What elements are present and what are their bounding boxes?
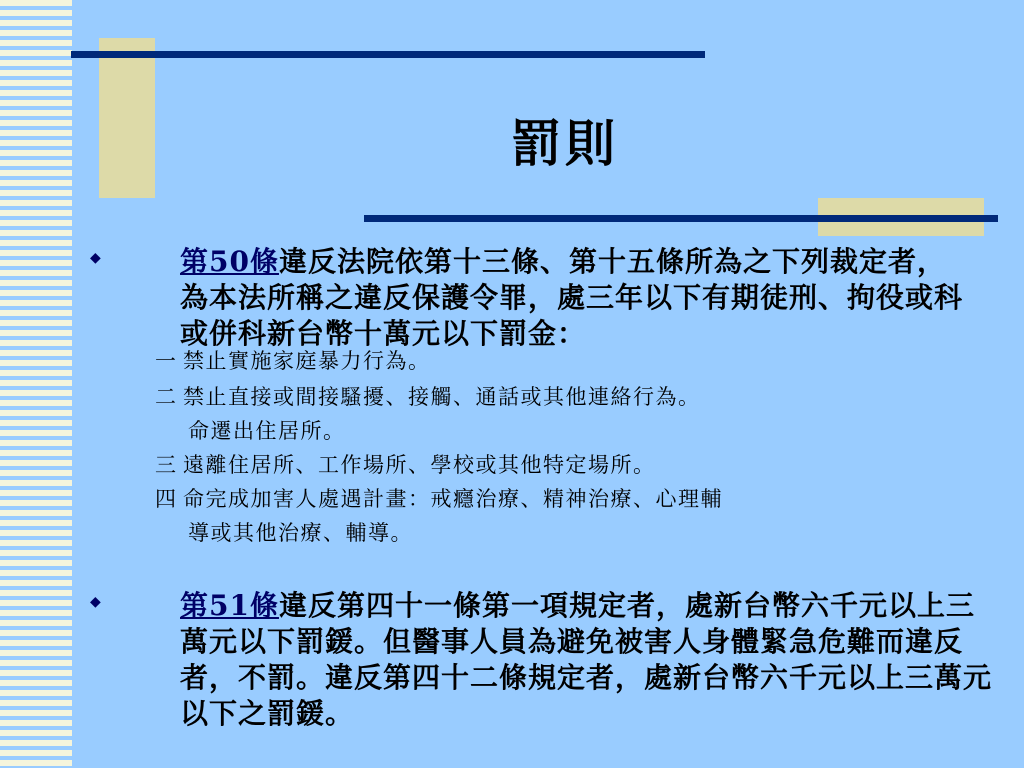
decorative-stripes [0, 0, 72, 768]
decorative-bar [364, 215, 998, 222]
list-item: 三 遠離住居所、工作場所、學校或其他特定場所。 [155, 453, 656, 477]
slide-title: 罰則 [511, 114, 619, 173]
article-50-paragraph [180, 244, 970, 352]
list-item-continuation: 導或其他治療、輔導。 [188, 521, 413, 545]
decorative-block [99, 38, 155, 198]
article-51-paragraph [180, 588, 1000, 732]
list-item: 一 禁止實施家庭暴力行為。 [155, 349, 431, 373]
article-51-text: 違反第四十一條第一項規定者，處新台幣六千元以上三萬元以下罰鍰。但醫事人員為避免被害人身體緊急危難而違反者，不罰。違反第四十二條規定者，處新台幣六千元以上三萬元以下之罰鍰。 [180, 589, 993, 730]
decorative-bar [71, 51, 705, 58]
bullet-diamond-icon: ◆ [90, 250, 101, 266]
article-51-label: 第51條 [180, 589, 279, 622]
article-50-text: 違反法院依第十三條、第十五條所為之下列裁定者，為本法所稱之違反保護令罪，處三年以下有期徒刑、拘役或科或併科新台幣十萬元以下罰金： [180, 245, 964, 350]
list-item-continuation: 命遷出住居所。 [188, 419, 346, 443]
list-item: 四 命完成加害人處遇計畫：戒癮治療、精神治療、心理輔 [155, 487, 723, 511]
bullet-diamond-icon: ◆ [90, 594, 101, 610]
list-item: 二 禁止直接或間接騷擾、接觸、通話或其他連絡行為。 [155, 385, 701, 409]
article-50-label: 第50條 [180, 245, 279, 278]
